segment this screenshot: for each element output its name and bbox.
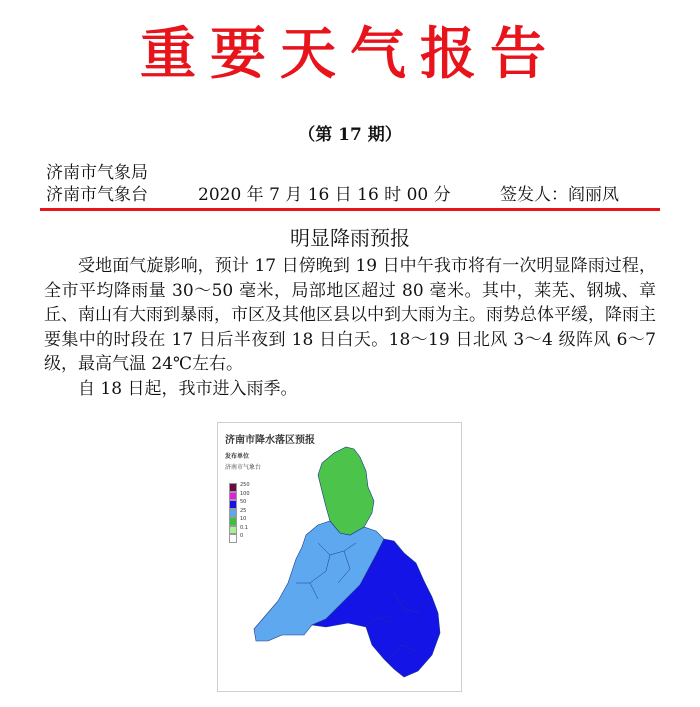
red-divider (40, 208, 660, 211)
legend-swatch (229, 534, 237, 543)
legend-value: 0 (240, 533, 244, 539)
legend-swatch (229, 492, 237, 501)
legend-value: 0.1 (240, 524, 248, 531)
legend-entry (229, 492, 269, 501)
report-body (44, 254, 656, 401)
report-title: 重要天气报告 (140, 22, 560, 87)
report-paragraph-2: 自 18 日起，我市进入雨季。 (78, 378, 298, 399)
legend-entry (229, 534, 269, 543)
map-unit: 济南市气象台 (225, 464, 262, 471)
legend-swatch (229, 526, 237, 535)
agency-bureau: 济南市气象局 (46, 163, 148, 183)
legend-value: 25 (240, 507, 247, 514)
map-legend (229, 483, 269, 543)
precipitation-map (217, 422, 462, 692)
legend-swatch (229, 483, 237, 492)
legend-entry (229, 517, 269, 526)
legend-entry (229, 509, 269, 518)
legend-swatch (229, 500, 237, 509)
legend-swatch (229, 509, 237, 518)
report-headline: 明显降雨预报 (290, 226, 410, 250)
signer: 签发人：阎丽凤 (500, 185, 619, 205)
report-paragraph-1: 受地面气旋影响，预计 17 日傍晚到 19 日中午我市将有一次明显降雨过程，全市平均降雨量 30～50 毫米，局部地区超过 80 毫米。其中，莱芜、钢城、章丘、南山有大雨到暴雨，市区及其他区县以中到大雨为主。雨势总体平缓，降雨主要集中的时段在 17 日后半夜到 18 日白天。18～19 日北风 3～4 级阵风 6～7 级，最高气温 24℃左右。 (44, 256, 656, 374)
legend-entry (229, 526, 269, 535)
issue-number: （第 17 期） (298, 125, 402, 145)
legend-entry (229, 500, 269, 509)
legend-value: 50 (240, 499, 247, 505)
agency-observatory: 济南市气象台 (46, 185, 148, 205)
map-unit-label: 发布单位 (225, 453, 250, 460)
legend-value: 10 (240, 516, 247, 522)
legend-value: 250 (240, 482, 250, 488)
issue-time: 2020 年 7 月 16 日 16 时 00 分 (198, 185, 451, 205)
legend-swatch (229, 517, 237, 526)
legend-value: 100 (240, 490, 250, 497)
map-title: 济南市降水落区预报 (225, 435, 315, 446)
map-region-north (318, 447, 374, 535)
